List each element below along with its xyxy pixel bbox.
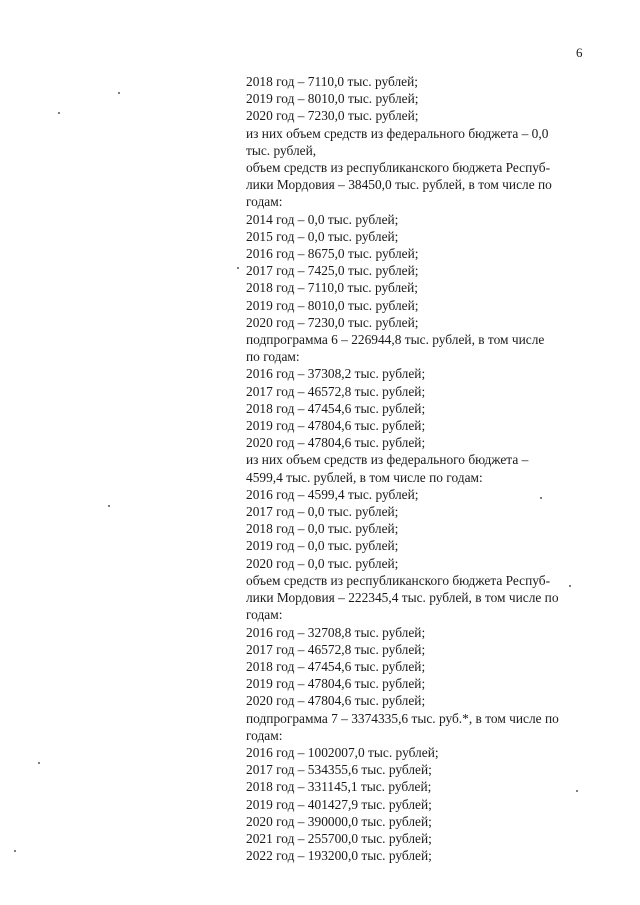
text-line: 2017 год – 7425,0 тыс. рублей; bbox=[246, 263, 419, 279]
text-line: тыс. рублей, bbox=[246, 142, 317, 158]
text-line: подпрограмма 6 – 226944,8 тыс. рублей, в том числе bbox=[246, 332, 545, 348]
text-line: 2016 год – 1002007,0 тыс. рублей; bbox=[246, 744, 439, 760]
text-line: 2017 год – 46572,8 тыс. рублей; bbox=[246, 641, 426, 657]
scan-speck bbox=[576, 790, 578, 792]
scan-speck bbox=[569, 585, 571, 587]
text-line: 2017 год – 534355,6 тыс. рублей; bbox=[246, 762, 432, 778]
text-line: 2017 год – 46572,8 тыс. рублей; bbox=[246, 383, 426, 399]
text-line: лики Мордовия – 38450,0 тыс. рублей, в том числе по bbox=[246, 177, 552, 193]
budget-text-block bbox=[246, 73, 596, 864]
text-line: 2018 год – 0,0 тыс. рублей; bbox=[246, 521, 399, 537]
text-line: 2020 год – 47804,6 тыс. рублей; bbox=[246, 435, 426, 451]
text-line: 4599,4 тыс. рублей, в том числе по годам: bbox=[246, 469, 483, 485]
text-line: 2016 год – 8675,0 тыс. рублей; bbox=[246, 246, 419, 262]
text-line: годам: bbox=[246, 607, 283, 623]
text-line: 2020 год – 390000,0 тыс. рублей; bbox=[246, 813, 432, 829]
text-line: 2018 год – 47454,6 тыс. рублей; bbox=[246, 400, 426, 416]
text-line: 2020 год – 47804,6 тыс. рублей; bbox=[246, 693, 426, 709]
text-line: годам: bbox=[246, 194, 283, 210]
scan-speck bbox=[118, 92, 120, 94]
text-line: 2022 год – 193200,0 тыс. рублей; bbox=[246, 848, 432, 864]
scan-speck bbox=[237, 267, 239, 269]
text-line: по годам: bbox=[246, 349, 300, 365]
text-line: 2019 год – 0,0 тыс. рублей; bbox=[246, 538, 399, 554]
text-line: 2020 год – 7230,0 тыс. рублей; bbox=[246, 314, 419, 330]
text-line: 2016 год – 37308,2 тыс. рублей; bbox=[246, 366, 426, 382]
text-line: объем средств из республиканского бюджета Респуб- bbox=[246, 160, 551, 176]
text-line: 2019 год – 8010,0 тыс. рублей; bbox=[246, 91, 419, 107]
text-line: 2019 год – 47804,6 тыс. рублей; bbox=[246, 418, 426, 434]
text-line: 2016 год – 4599,4 тыс. рублей; bbox=[246, 486, 419, 502]
text-line: лики Мордовия – 222345,4 тыс. рублей, в том числе по bbox=[246, 590, 559, 606]
text-line: 2018 год – 7110,0 тыс. рублей; bbox=[246, 280, 418, 296]
page-number: 6 bbox=[576, 45, 583, 60]
text-line: 2019 год – 47804,6 тыс. рублей; bbox=[246, 676, 426, 692]
text-line: 2018 год – 331145,1 тыс. рублей; bbox=[246, 779, 432, 795]
text-line: 2020 год – 0,0 тыс. рублей; bbox=[246, 555, 399, 571]
text-line: 2017 год – 0,0 тыс. рублей; bbox=[246, 504, 399, 520]
text-line: 2019 год – 8010,0 тыс. рублей; bbox=[246, 297, 419, 313]
text-line: 2018 год – 47454,6 тыс. рублей; bbox=[246, 658, 426, 674]
text-line: 2016 год – 32708,8 тыс. рублей; bbox=[246, 624, 426, 640]
text-line: 2020 год – 7230,0 тыс. рублей; bbox=[246, 108, 419, 124]
text-line: 2018 год – 7110,0 тыс. рублей; bbox=[246, 74, 418, 89]
scan-speck bbox=[58, 112, 60, 114]
text-line: из них объем средств из федерального бюджета – bbox=[246, 452, 529, 468]
scan-speck bbox=[14, 850, 16, 852]
text-line: 2015 год – 0,0 тыс. рублей; bbox=[246, 228, 399, 244]
text-line: объем средств из республиканского бюджета Респуб- bbox=[246, 572, 551, 588]
scan-speck bbox=[540, 497, 542, 499]
scan-speck bbox=[108, 505, 110, 507]
text-line: 2014 год – 0,0 тыс. рублей; bbox=[246, 211, 399, 227]
text-line: 2019 год – 401427,9 тыс. рублей; bbox=[246, 796, 432, 812]
text-line: подпрограмма 7 – 3374335,6 тыс. руб.*, в том числе по bbox=[246, 710, 559, 726]
text-line: 2021 год – 255700,0 тыс. рублей; bbox=[246, 830, 432, 846]
text-line: годам: bbox=[246, 727, 283, 743]
scan-speck bbox=[38, 762, 40, 764]
text-line: из них объем средств из федерального бюджета – 0,0 bbox=[246, 125, 549, 141]
